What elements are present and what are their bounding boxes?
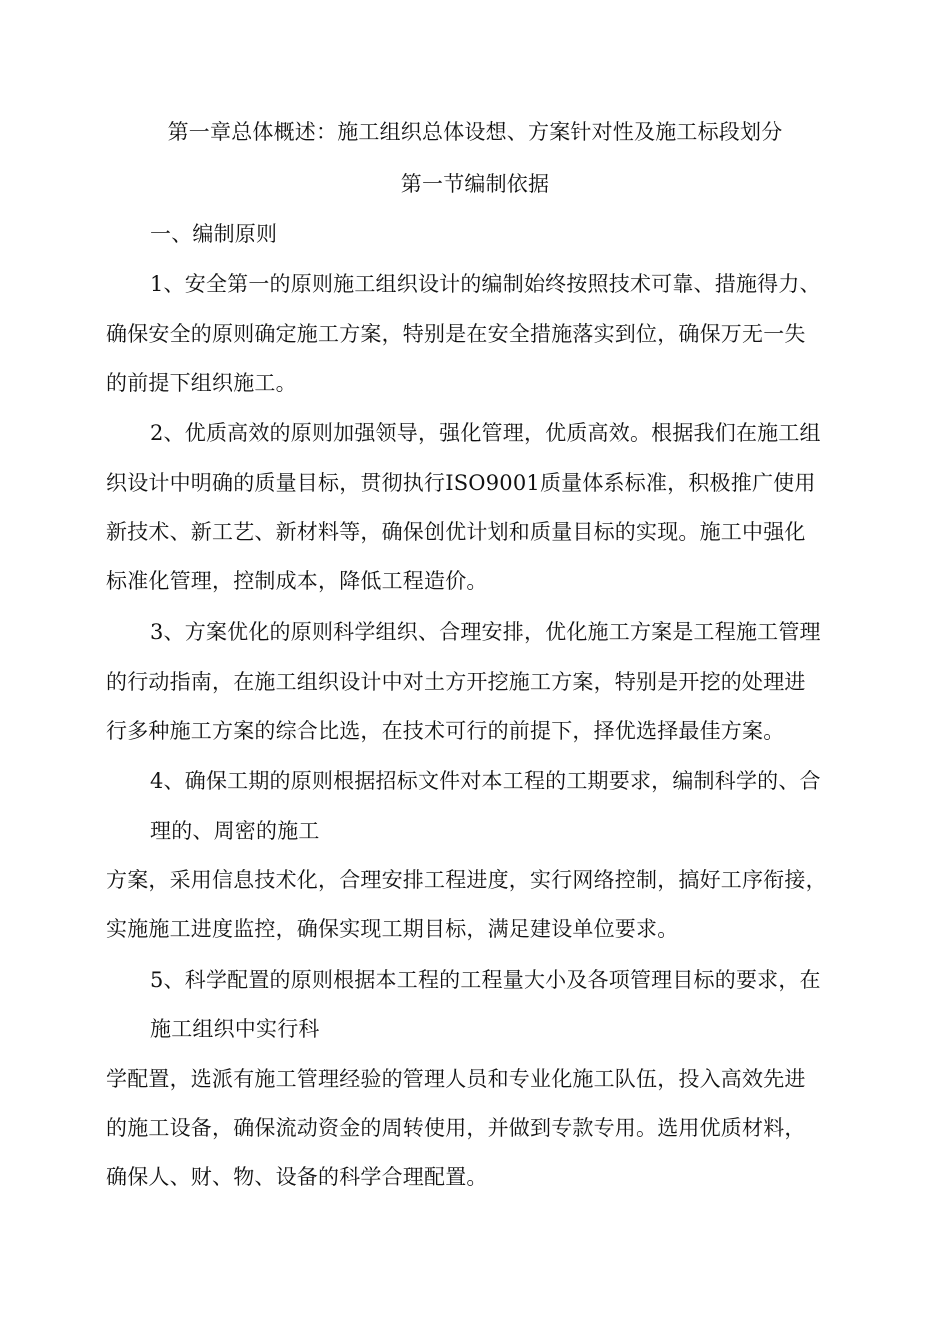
paragraph-line: 理的、周密的施工 [150,819,320,843]
paragraph-line: 施工组织中实行科 [150,1017,320,1041]
paragraph-line: 的前提下组织施工。 [106,371,297,395]
section-title: 第一节编制依据 [400,172,550,196]
paragraph-line: 5、科学配置的原则根据本工程的工程量大小及各项管理目标的要求，在 [150,968,821,992]
paragraph-line: 行多种施工方案的综合比选，在技术可行的前提下，择优选择最佳方案。 [106,719,785,743]
paragraph-line: 实施施工进度监控，确保实现工期目标，满足建设单位要求。 [106,917,679,941]
paragraph-line: 标准化管理，控制成本，降低工程造价。 [106,569,488,593]
paragraph-line: 织设计中明确的质量目标，贯彻执行ISO9001质量体系标准，积极推广使用 [106,471,816,495]
paragraph-line: 方案，采用信息技术化，合理安排工程进度，实行网络控制，搞好工序衔接， [106,868,827,892]
paragraph-line: 1、安全第一的原则施工组织设计的编制始终按照技术可靠、措施得力、 [150,272,821,296]
paragraph-line: 3、方案优化的原则科学组织、合理安排，优化施工方案是工程施工管理 [150,620,821,644]
subheading: 一、编制原则 [150,222,278,246]
paragraph-line: 新技术、新工艺、新材料等，确保创优计划和质量目标的实现。施工中强化 [106,520,806,544]
chapter-title: 第一章总体概述：施工组织总体设想、方案针对性及施工标段划分 [167,120,783,144]
paragraph-line: 2、优质高效的原则加强领导，强化管理，优质高效。根据我们在施工组 [150,421,821,445]
paragraph-line: 的施工设备，确保流动资金的周转使用，并做到专款专用。选用优质材料， [106,1116,806,1140]
paragraph-line: 确保人、财、物、设备的科学合理配置。 [106,1165,488,1189]
paragraph-line: 的行动指南，在施工组织设计中对土方开挖施工方案，特别是开挖的处理进 [106,670,806,694]
paragraph-line: 确保安全的原则确定施工方案，特别是在安全措施落实到位，确保万无一失 [106,322,806,346]
paragraph-line: 学配置，选派有施工管理经验的管理人员和专业化施工队伍，投入高效先进 [106,1067,806,1091]
paragraph-line: 4、确保工期的原则根据招标文件对本工程的工期要求，编制科学的、合 [150,769,821,793]
